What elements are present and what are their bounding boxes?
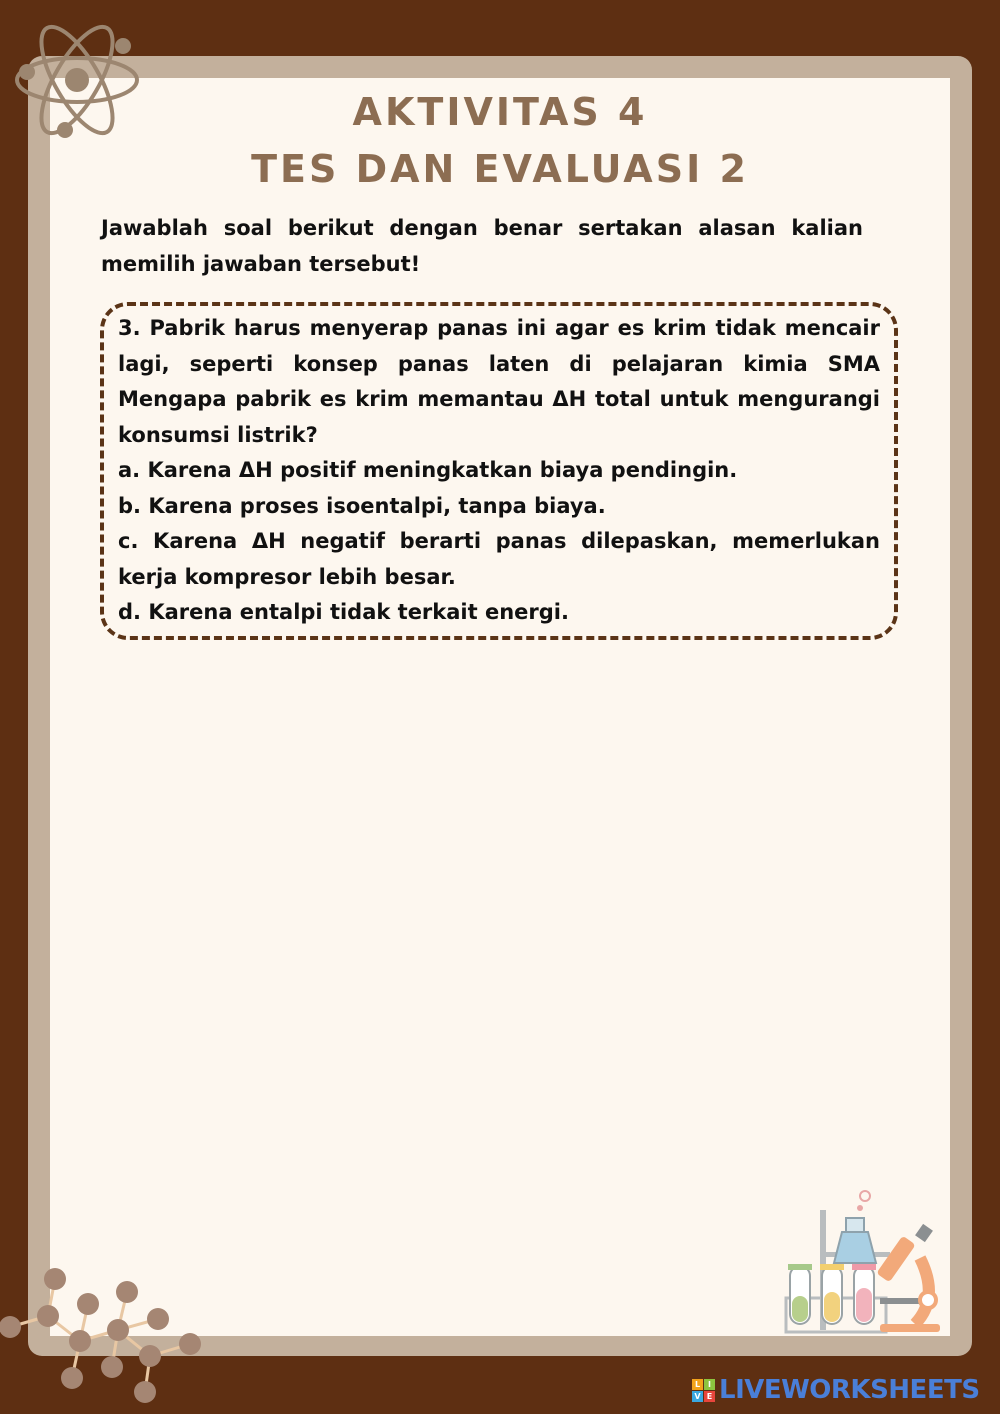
question-text: 3. Pabrik harus menyerap panas ini agar es krim tidak mencair lagi, seperti konsep panas laten di pelajaran kimia SMA Mengapa pabrik es krim memantau ΔH total untuk mengurangi konsumsi listrik? xyxy=(118,316,880,447)
activity-title: AKTIVITAS 4 xyxy=(352,90,648,134)
watermark-text: LIVEWORKSHEETS xyxy=(719,1375,980,1405)
option-c: c. Karena ΔH negatif berarti panas dilepaskan, memerlukan kerja kompresor lebih besar. xyxy=(118,529,880,589)
option-b: b. Karena proses isoentalpi, tanpa biaya. xyxy=(118,493,606,518)
liveworksheets-watermark xyxy=(692,1374,980,1406)
activity-subtitle: TES DAN EVALUASI 2 xyxy=(251,147,749,191)
option-d: d. Karena entalpi tidak terkait energi. xyxy=(118,600,569,624)
option-a: a. Karena ΔH positif meningkatkan biaya pendingin. xyxy=(118,458,738,482)
liveworksheets-logo-icon: L I V E xyxy=(692,1379,715,1402)
lab-equipment-icon xyxy=(780,1188,950,1338)
instruction-text: Jawablah soal berikut dengan benar sertakan alasan kalian memilih jawaban tersebut! xyxy=(101,216,863,276)
question-content xyxy=(118,311,880,631)
molecule-icon xyxy=(0,1264,220,1414)
